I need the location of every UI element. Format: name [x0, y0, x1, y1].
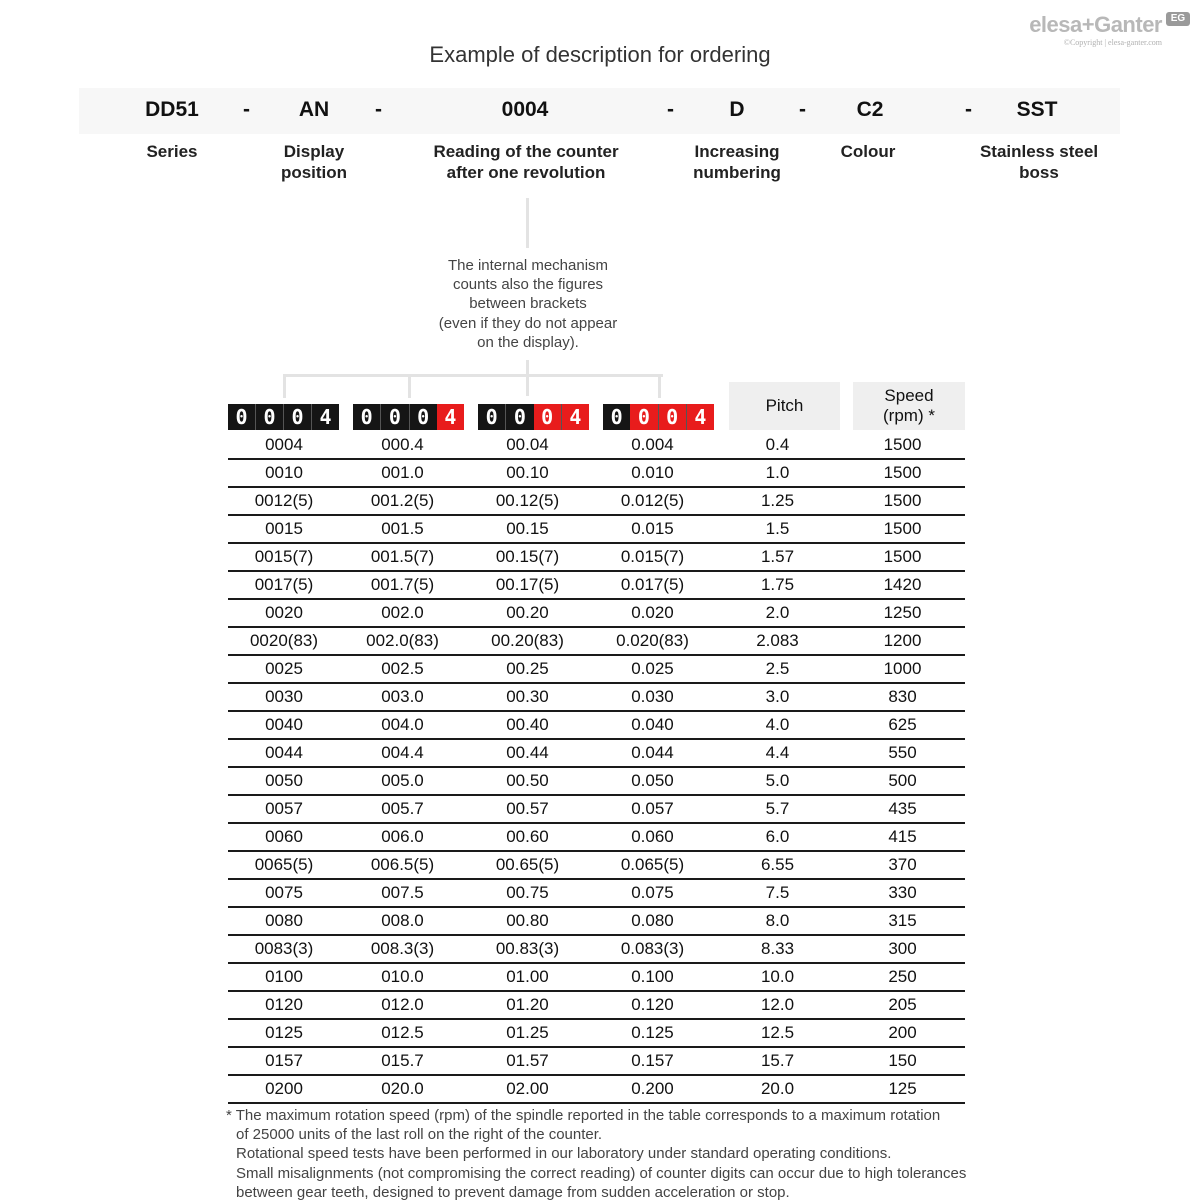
table-cell: 1.5: [715, 515, 840, 543]
table-cell: 8.33: [715, 935, 840, 963]
footnote-line: Rotational speed tests have been performed in our laboratory under standard operating conditions.: [236, 1145, 892, 1163]
table-cell: 0050: [228, 767, 340, 795]
pitch-header: Pitch: [729, 382, 840, 430]
connector-line: [283, 374, 663, 377]
label-reading: Reading of the counter after one revolution: [433, 142, 619, 182]
table-cell: 2.083: [715, 627, 840, 655]
table-cell: 0065(5): [228, 851, 340, 879]
table-cell: 435: [840, 795, 965, 823]
code-reading: 0004: [501, 98, 549, 121]
table-cell: 7.5: [715, 879, 840, 907]
table-row: [228, 795, 965, 823]
table-row: [228, 1075, 965, 1103]
table-cell: 001.0: [340, 459, 465, 487]
table-cell: 00.40: [465, 711, 590, 739]
table-cell: 6.0: [715, 823, 840, 851]
table-cell: 0.075: [590, 879, 715, 907]
table-cell: 5.7: [715, 795, 840, 823]
table-row: [228, 991, 965, 1019]
table-cell: 006.5(5): [340, 851, 465, 879]
table-cell: 0.157: [590, 1047, 715, 1075]
connector-line: [658, 374, 661, 398]
table-cell: 0025: [228, 655, 340, 683]
table-cell: 001.2(5): [340, 487, 465, 515]
table-row: [228, 1019, 965, 1047]
table-cell: 1.25: [715, 487, 840, 515]
table-cell: 0.120: [590, 991, 715, 1019]
connector-line: [283, 374, 286, 398]
table-cell: 1500: [840, 459, 965, 487]
table-cell: 0.060: [590, 823, 715, 851]
table-cell: 1250: [840, 599, 965, 627]
table-cell: 0.040: [590, 711, 715, 739]
table-cell: 1000: [840, 655, 965, 683]
display-digit: 0: [610, 405, 623, 429]
table-cell: 0.057: [590, 795, 715, 823]
display-digit-red: 4: [687, 404, 714, 430]
table-cell: 001.5(7): [340, 543, 465, 571]
table-cell: 2.5: [715, 655, 840, 683]
table-cell: 0060: [228, 823, 340, 851]
table-cell: 0.065(5): [590, 851, 715, 879]
table-cell: 1.75: [715, 571, 840, 599]
table-cell: 2.0: [715, 599, 840, 627]
table-cell: 625: [840, 711, 965, 739]
counter-display-2: [478, 404, 589, 430]
logo-copyright: ©Copyright | elesa-ganter.com: [1063, 38, 1162, 47]
table-cell: 010.0: [340, 963, 465, 991]
table-row: [228, 487, 965, 515]
table-row: [228, 711, 965, 739]
table-cell: 012.0: [340, 991, 465, 1019]
code-separator: -: [375, 98, 382, 121]
page-title: Example of description for ordering: [429, 42, 771, 67]
table-cell: 0.020: [590, 599, 715, 627]
table-cell: 12.0: [715, 991, 840, 1019]
table-row: [228, 655, 965, 683]
table-cell: 0.4: [715, 432, 840, 459]
table-cell: 00.57: [465, 795, 590, 823]
table-cell: 01.57: [465, 1047, 590, 1075]
table-cell: 001.7(5): [340, 571, 465, 599]
table-row: [228, 571, 965, 599]
table-cell: 6.55: [715, 851, 840, 879]
table-cell: 330: [840, 879, 965, 907]
table-cell: 020.0: [340, 1075, 465, 1103]
table-cell: 00.50: [465, 767, 590, 795]
display-digit-red: 0: [534, 404, 562, 430]
table-cell: 01.00: [465, 963, 590, 991]
table-cell: 500: [840, 767, 965, 795]
table-cell: 0004: [228, 432, 340, 459]
table-cell: 000.4: [340, 432, 465, 459]
table-cell: 4.0: [715, 711, 840, 739]
table-cell: 0.100: [590, 963, 715, 991]
display-digit-red: 0: [659, 404, 687, 430]
table-cell: 1500: [840, 515, 965, 543]
display-digit: 0: [417, 405, 430, 429]
code-separator: -: [667, 98, 674, 121]
table-cell: 0125: [228, 1019, 340, 1047]
table-cell: 004.4: [340, 739, 465, 767]
table-cell: 0080: [228, 907, 340, 935]
table-cell: 0012(5): [228, 487, 340, 515]
display-digit-red: 4: [562, 404, 589, 430]
label-numbering: Increasing numbering: [693, 142, 781, 182]
table-cell: 004.0: [340, 711, 465, 739]
table-cell: 20.0: [715, 1075, 840, 1103]
table-cell: 0030: [228, 683, 340, 711]
table-row: [228, 879, 965, 907]
table-cell: 250: [840, 963, 965, 991]
table-cell: 007.5: [340, 879, 465, 907]
display-digit: 0: [228, 404, 256, 430]
table-row: [228, 683, 965, 711]
table-cell: 1500: [840, 543, 965, 571]
table-row: [228, 767, 965, 795]
table-cell: 0.017(5): [590, 571, 715, 599]
code-colour: C2: [856, 98, 884, 121]
table-cell: 830: [840, 683, 965, 711]
table-cell: 0075: [228, 879, 340, 907]
table-cell: 0.044: [590, 739, 715, 767]
table-cell: 150: [840, 1047, 965, 1075]
table-cell: 00.15: [465, 515, 590, 543]
logo-wordmark: elesa+Ganter: [1029, 12, 1162, 37]
display-digit: 0: [478, 404, 506, 430]
table-row: [228, 432, 965, 459]
table-cell: 0.030: [590, 683, 715, 711]
label-boss: Stainless steel boss: [979, 142, 1099, 182]
table-cell: 001.5: [340, 515, 465, 543]
brand-logo: [1022, 12, 1192, 46]
footnote-line: between gear teeth, designed to prevent damage from sudden acceleration or stop.: [236, 1183, 790, 1201]
table-cell: 1500: [840, 432, 965, 459]
table-row: [228, 851, 965, 879]
table-cell: 1500: [840, 487, 965, 515]
counter-display-1: [353, 404, 464, 430]
connector-line: [526, 360, 529, 396]
table-cell: 00.20: [465, 599, 590, 627]
table-cell: 415: [840, 823, 965, 851]
code-display-position: AN: [298, 98, 330, 121]
table-row: [228, 515, 965, 543]
table-cell: 00.04: [465, 432, 590, 459]
table-cell: 005.0: [340, 767, 465, 795]
code-numbering: D: [729, 98, 745, 121]
table-cell: 00.83(3): [465, 935, 590, 963]
display-digit-red: 0: [630, 404, 658, 430]
table-cell: 5.0: [715, 767, 840, 795]
table-cell: 00.25: [465, 655, 590, 683]
table-cell: 00.60: [465, 823, 590, 851]
table-cell: 008.0: [340, 907, 465, 935]
speed-header: Speed (rpm) *: [853, 382, 965, 430]
table-cell: 205: [840, 991, 965, 1019]
table-cell: 0157: [228, 1047, 340, 1075]
table-cell: 315: [840, 907, 965, 935]
table-cell: 4.4: [715, 739, 840, 767]
table-cell: 01.20: [465, 991, 590, 1019]
table-row: [228, 907, 965, 935]
table-cell: 0.025: [590, 655, 715, 683]
table-cell: 00.75: [465, 879, 590, 907]
table-cell: 0044: [228, 739, 340, 767]
table-cell: 0017(5): [228, 571, 340, 599]
code-boss: SST: [1016, 98, 1058, 121]
table-cell: 8.0: [715, 907, 840, 935]
footnote-line: Small misalignments (not compromising the correct reading) of counter digits can occur due to high tolerances: [236, 1164, 967, 1182]
table-cell: 006.0: [340, 823, 465, 851]
table-cell: 1.57: [715, 543, 840, 571]
table-cell: 00.20(83): [465, 627, 590, 655]
table-cell: 00.15(7): [465, 543, 590, 571]
table-cell: 00.30: [465, 683, 590, 711]
connector-line: [526, 198, 529, 248]
table-cell: 0040: [228, 711, 340, 739]
display-digit: 0: [284, 404, 312, 430]
table-cell: 0.080: [590, 907, 715, 935]
table-cell: 0.010: [590, 459, 715, 487]
code-separator: -: [799, 98, 806, 121]
table-cell: 0.050: [590, 767, 715, 795]
counter-display-3: [603, 404, 714, 430]
table-cell: 125: [840, 1075, 965, 1103]
table-cell: 00.44: [465, 739, 590, 767]
table-cell: 550: [840, 739, 965, 767]
table-cell: 0020(83): [228, 627, 340, 655]
code-separator: -: [965, 98, 972, 121]
table-cell: 00.10: [465, 459, 590, 487]
table-cell: 0020: [228, 599, 340, 627]
table-cell: 02.00: [465, 1075, 590, 1103]
table-cell: 300: [840, 935, 965, 963]
table-row: [228, 1047, 965, 1075]
logo-badge: EG: [1166, 12, 1190, 26]
table-cell: 002.0: [340, 599, 465, 627]
table-cell: 002.5: [340, 655, 465, 683]
table-cell: 0.004: [590, 432, 715, 459]
display-digit: 0: [381, 404, 409, 430]
display-digit: 4: [319, 405, 332, 429]
code-separator: -: [243, 98, 250, 121]
table-row: [228, 627, 965, 655]
table-cell: 003.0: [340, 683, 465, 711]
display-digit-red: 4: [437, 404, 464, 430]
table-cell: 10.0: [715, 963, 840, 991]
table-cell: 0057: [228, 795, 340, 823]
table-cell: 0.083(3): [590, 935, 715, 963]
table-row: [228, 543, 965, 571]
table-cell: 1200: [840, 627, 965, 655]
table-cell: 0.020(83): [590, 627, 715, 655]
table-cell: 0200: [228, 1075, 340, 1103]
table-row: [228, 935, 965, 963]
table-row: [228, 823, 965, 851]
mechanism-note: The internal mechanism counts also the figures between brackets (even if they do not appear on the display).: [438, 257, 618, 351]
footnote-line: of 25000 units of the last roll on the right of the counter.: [236, 1126, 603, 1144]
table-cell: 00.80: [465, 907, 590, 935]
table-cell: 002.0(83): [340, 627, 465, 655]
table-cell: 00.12(5): [465, 487, 590, 515]
display-digit: 0: [513, 405, 526, 429]
counter-display-0: [228, 404, 339, 430]
display-digit: 0: [353, 404, 381, 430]
label-series: Series: [146, 142, 198, 161]
table-cell: 12.5: [715, 1019, 840, 1047]
table-cell: 1420: [840, 571, 965, 599]
footnote-line: * The maximum rotation speed (rpm) of the spindle reported in the table corresponds to a maximum rotation: [226, 1107, 941, 1124]
table-cell: 0.015: [590, 515, 715, 543]
table-cell: 005.7: [340, 795, 465, 823]
table-cell: 0015(7): [228, 543, 340, 571]
table-cell: 0120: [228, 991, 340, 1019]
table-row: [228, 963, 965, 991]
table-cell: 0.015(7): [590, 543, 715, 571]
table-cell: 0.200: [590, 1075, 715, 1103]
table-cell: 0015: [228, 515, 340, 543]
table-cell: 3.0: [715, 683, 840, 711]
table-cell: 015.7: [340, 1047, 465, 1075]
footnote: [226, 1106, 986, 1202]
table-row: [228, 599, 965, 627]
pitch-speed-table: [228, 432, 965, 1104]
table-cell: 00.17(5): [465, 571, 590, 599]
table-row: [228, 739, 965, 767]
table-row: [228, 459, 965, 487]
display-digit: 0: [256, 404, 284, 430]
label-colour: Colour: [840, 142, 896, 161]
table-cell: 200: [840, 1019, 965, 1047]
table-cell: 1.0: [715, 459, 840, 487]
table-cell: 0.125: [590, 1019, 715, 1047]
table-cell: 008.3(3): [340, 935, 465, 963]
table-cell: 00.65(5): [465, 851, 590, 879]
table-cell: 370: [840, 851, 965, 879]
table-cell: 0.012(5): [590, 487, 715, 515]
table-cell: 15.7: [715, 1047, 840, 1075]
table-cell: 01.25: [465, 1019, 590, 1047]
table-cell: 0010: [228, 459, 340, 487]
table-cell: 012.5: [340, 1019, 465, 1047]
table-cell: 0083(3): [228, 935, 340, 963]
code-series: DD51: [145, 98, 199, 121]
label-display-position: Display position: [280, 142, 348, 182]
connector-line: [408, 374, 411, 398]
table-cell: 0100: [228, 963, 340, 991]
